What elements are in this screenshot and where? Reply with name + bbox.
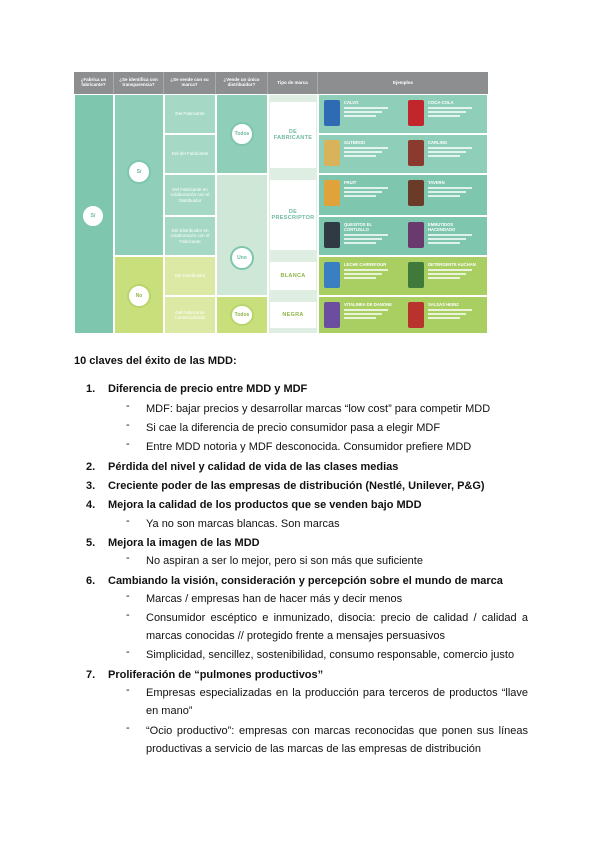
brand-types-figure — [74, 72, 488, 334]
example-text-line — [428, 155, 460, 157]
header-ejemplos: Ejemplos — [318, 72, 488, 94]
bullet-dash: - — [126, 646, 130, 658]
key-number: 6. — [86, 575, 96, 587]
col4-todos2-circle: Todos — [230, 304, 254, 326]
example-product — [324, 262, 396, 288]
example-name: QUESITOS EL CORTIJILLO — [344, 222, 373, 232]
key-title: Diferencia de precio entre MDD y MDF — [108, 383, 308, 395]
example-text-line — [428, 234, 472, 236]
key-title: Mejora la imagen de las MDD — [108, 537, 260, 549]
example-text-line — [344, 115, 376, 117]
example-name: LECHE CARREFOUR — [344, 262, 387, 267]
example-text-line — [344, 313, 382, 315]
col3-row3: Del Fabricante en colaboración con el Distribuidor — [164, 174, 216, 216]
bullet-dash: - — [126, 552, 130, 564]
example-name: CALVO — [344, 100, 359, 105]
bullet-dash: - — [126, 609, 130, 621]
key-subpoint — [120, 609, 528, 645]
key-item — [86, 669, 323, 681]
subpoint-text: No aspiran a ser lo mejor, pero si son más que suficiente — [146, 555, 423, 567]
key-number: 3. — [86, 480, 96, 492]
example-text-line — [428, 242, 460, 244]
page-heading: 10 claves del éxito de las MDD: — [74, 355, 237, 367]
key-item — [86, 461, 398, 473]
key-number: 2. — [86, 461, 96, 473]
product-image — [324, 262, 340, 288]
product-image — [408, 180, 424, 206]
col2-no-circle: No — [127, 284, 151, 308]
example-text-line — [344, 242, 376, 244]
example-text-line — [428, 151, 466, 153]
example-text-line — [344, 238, 382, 240]
product-image — [408, 302, 424, 328]
key-number: 1. — [86, 383, 96, 395]
key-subpoint — [120, 400, 528, 418]
key-subpoint — [120, 515, 528, 533]
key-title: Proliferación de “pulmones productivos” — [108, 669, 324, 681]
example-text-line — [344, 234, 388, 236]
product-image — [408, 222, 424, 248]
example-product — [324, 140, 396, 166]
subpoint-text: “Ocio productivo”: empresas con marcas reconocidas que ponen sus líneas productivas a servicio de las marcas de las empresas de distribución — [146, 725, 528, 755]
key-item — [86, 499, 422, 511]
example-text-line — [344, 111, 382, 113]
col3-row6: Del Fabricante Comercializado — [164, 296, 216, 334]
product-image — [408, 140, 424, 166]
example-name: CARLING — [428, 140, 448, 145]
example-product — [324, 100, 396, 126]
product-image — [324, 222, 340, 248]
type-prescriptor: DE PRESCRIPTOR — [270, 180, 316, 250]
example-name: TAVERN — [428, 180, 445, 185]
example-name: EMBUTIDOS HACENDADO — [428, 222, 456, 232]
example-text-line — [344, 155, 376, 157]
example-name: GUTBROD — [344, 140, 366, 145]
header-marca: ¿Se vende con su marca? — [164, 72, 216, 94]
key-subpoint — [120, 590, 528, 608]
product-image — [408, 262, 424, 288]
header-distribuidor: ¿Vende un único distribuidor? — [216, 72, 268, 94]
example-text-line — [428, 115, 460, 117]
col4-uno-circle: Uno — [230, 246, 254, 270]
key-number: 7. — [86, 669, 96, 681]
example-product — [324, 180, 396, 206]
key-number: 4. — [86, 499, 96, 511]
bullet-dash: - — [126, 400, 130, 412]
example-name: COCA-COLA — [428, 100, 454, 105]
key-subpoint — [120, 552, 528, 570]
subpoint-text: Empresas especializadas en la producción para terceros de productos “llave en mano” — [146, 687, 528, 717]
example-text-line — [344, 269, 388, 271]
example-name: FRUIT — [344, 180, 357, 185]
example-text-line — [428, 317, 460, 319]
col3-row2: Del del Fabricante — [164, 134, 216, 174]
header-tipo: Tipo de marca — [268, 72, 318, 94]
key-subpoint — [120, 684, 528, 720]
bullet-dash: - — [126, 438, 130, 450]
type-negra: NEGRA — [270, 302, 316, 328]
subpoint-text: Si cae la diferencia de precio consumidor pasa a elegir MDF — [146, 422, 441, 434]
example-text-line — [428, 309, 472, 311]
product-image — [324, 180, 340, 206]
example-text-line — [428, 107, 472, 109]
key-item — [86, 537, 260, 549]
example-product — [408, 222, 480, 248]
example-product — [408, 262, 480, 288]
col2-yes-circle: Sí — [127, 160, 151, 184]
type-fabricante: DE FABRICANTE — [270, 102, 316, 168]
example-text-line — [428, 147, 472, 149]
key-title: Mejora la calidad de los productos que se venden bajo MDD — [108, 499, 422, 511]
example-product — [408, 180, 480, 206]
example-name: DETERGENTE AUCHAN — [428, 262, 476, 267]
subpoint-text: Marcas / empresas han de hacer más y decir menos — [146, 593, 403, 605]
example-text-line — [344, 151, 382, 153]
example-text-line — [428, 277, 460, 279]
example-text-line — [344, 273, 382, 275]
example-product — [408, 302, 480, 328]
key-item — [86, 480, 485, 492]
subpoint-text: Consumidor escéptico e inmunizado, disocia: precio de calidad / calidad a marcas conocidas // protegido frente a mensajes persuasivos — [146, 612, 528, 642]
key-item — [86, 575, 503, 587]
key-title: Creciente poder de las empresas de distribución (Nestlé, Unilever, P&G) — [108, 480, 485, 492]
example-text-line — [344, 147, 388, 149]
example-text-line — [344, 195, 376, 197]
col3-row5: Del Distribuidor — [164, 256, 216, 296]
example-product — [408, 140, 480, 166]
product-image — [324, 302, 340, 328]
example-product — [408, 100, 480, 126]
subpoint-text: Simplicidad, sencillez, sostenibilidad, consumo responsable, comercio justo — [146, 649, 515, 661]
bullet-dash: - — [126, 419, 130, 431]
example-text-line — [428, 273, 466, 275]
subpoint-text: MDF: bajar precios y desarrollar marcas “low cost” para competir MDD — [146, 403, 491, 415]
example-text-line — [428, 269, 472, 271]
example-text-line — [344, 277, 376, 279]
bullet-dash: - — [126, 590, 130, 602]
col4-todos1-circle: Todos — [230, 122, 254, 146]
example-text-line — [344, 187, 388, 189]
example-text-line — [428, 195, 460, 197]
key-title: Cambiando la visión, consideración y percepción sobre el mundo de marca — [108, 575, 503, 587]
subpoint-text: Ya no son marcas blancas. Son marcas — [146, 518, 340, 530]
bullet-dash: - — [126, 722, 130, 734]
example-text-line — [428, 313, 466, 315]
example-name: VITALINEA DE DANONE — [344, 302, 392, 307]
example-text-line — [428, 191, 466, 193]
header-fabrica: ¿Fabrica un fabricante? — [74, 72, 114, 94]
example-text-line — [344, 191, 382, 193]
subpoint-text: Entre MDD notoria y MDF desconocida. Consumidor prefiere MDD — [146, 441, 472, 453]
col3-row1: Del Fabricante — [164, 94, 216, 134]
bullet-dash: - — [126, 515, 130, 527]
product-image — [324, 100, 340, 126]
example-text-line — [344, 309, 388, 311]
example-text-line — [344, 107, 388, 109]
key-subpoint — [120, 419, 528, 437]
bullet-dash: - — [126, 684, 130, 696]
example-text-line — [344, 317, 376, 319]
example-text-line — [428, 187, 472, 189]
example-name: SALSAS HEINZ — [428, 302, 459, 307]
col1-yes-circle: Sí — [81, 204, 105, 228]
example-product — [324, 302, 396, 328]
col3-row4: Del Distribuidor en colaboración con el Fabricante — [164, 216, 216, 256]
col4-block2 — [216, 174, 268, 296]
key-item — [86, 383, 307, 395]
key-subpoint — [120, 722, 528, 758]
key-number: 5. — [86, 537, 96, 549]
type-blanca: BLANCA — [270, 262, 316, 290]
example-product — [324, 222, 396, 248]
key-subpoint — [120, 646, 528, 664]
example-text-line — [428, 238, 466, 240]
product-image — [324, 140, 340, 166]
product-image — [408, 100, 424, 126]
key-title: Pérdida del nivel y calidad de vida de las clases medias — [108, 461, 399, 473]
example-text-line — [428, 111, 466, 113]
header-transparencia: ¿Se identifica con transparencia? — [114, 72, 164, 94]
key-subpoint — [120, 438, 528, 456]
